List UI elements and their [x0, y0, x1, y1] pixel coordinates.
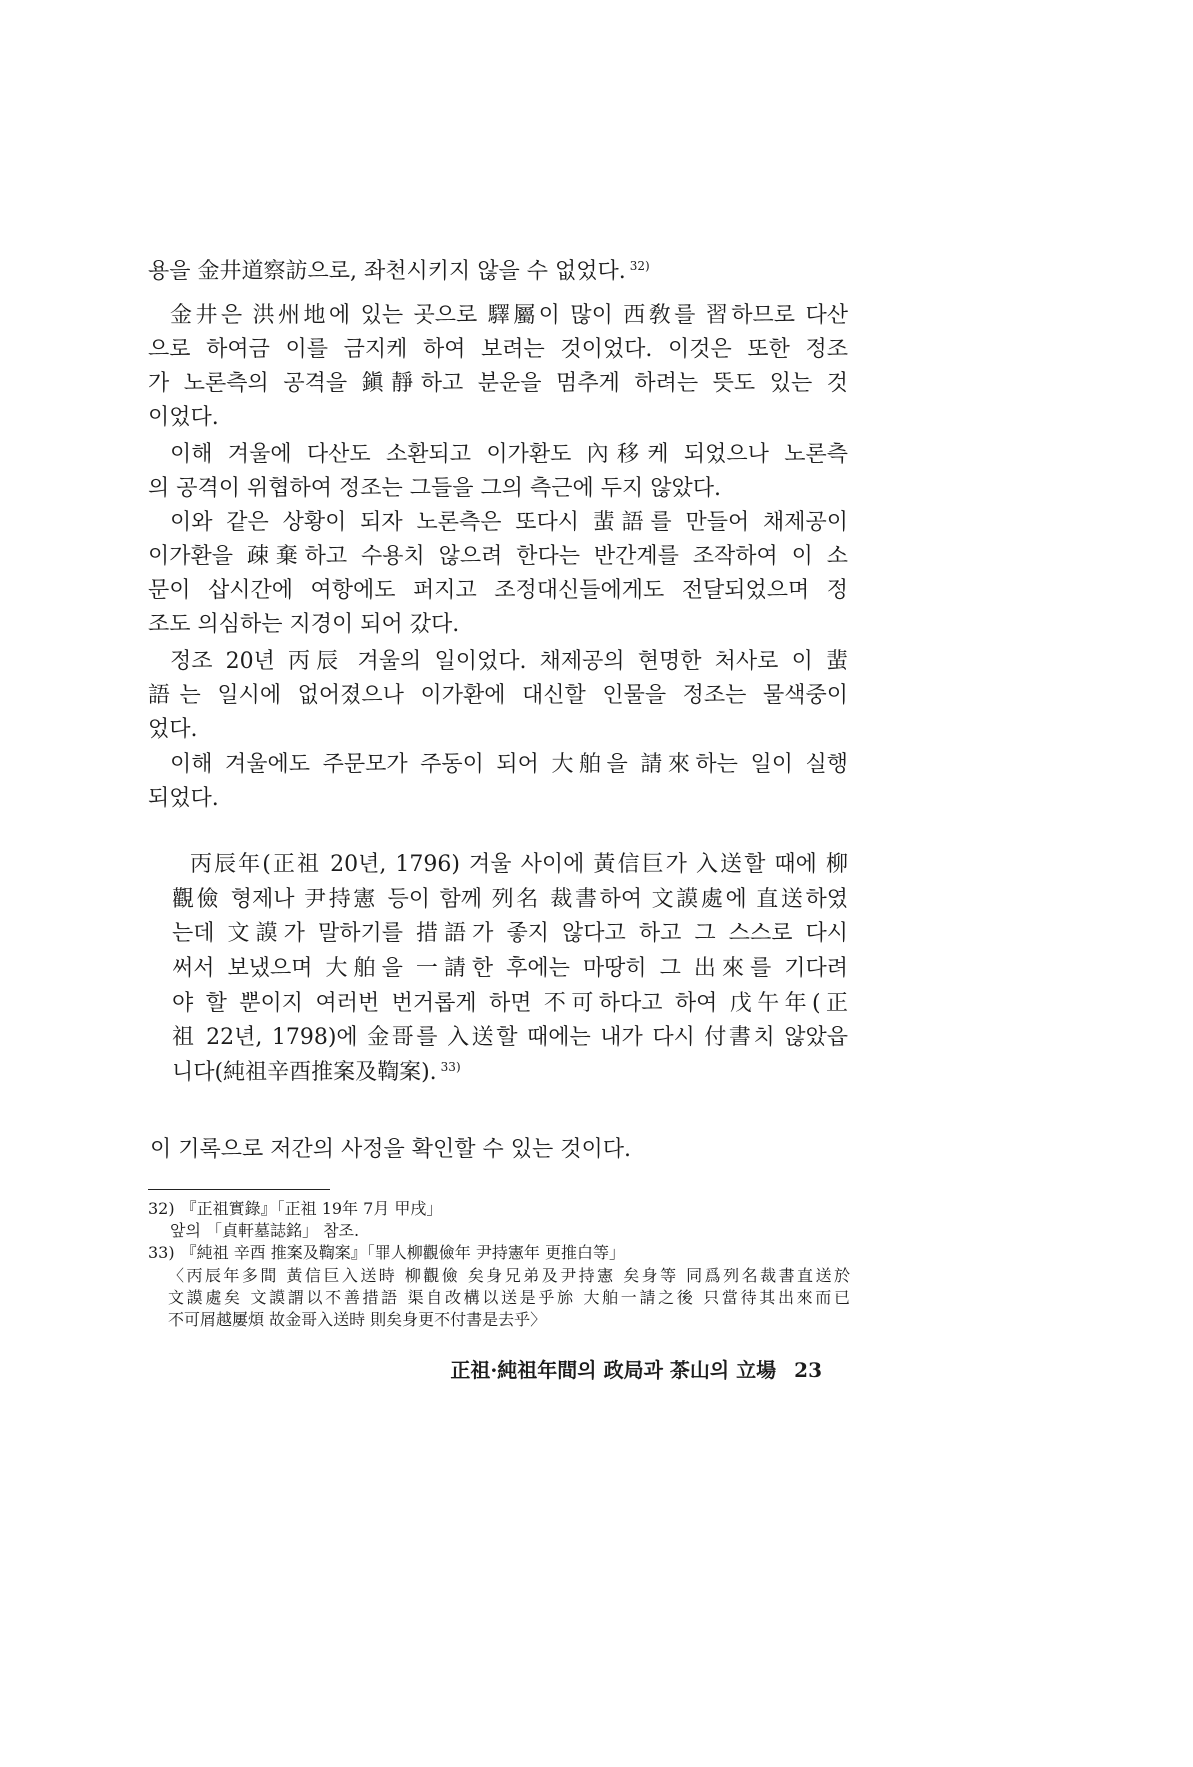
text-line	[148, 713, 848, 747]
text-line	[148, 782, 848, 816]
running-footer-title: 正祖·純祖年間의 政局과 茶山의 立場	[450, 1358, 777, 1382]
line-text: 조도 의심하는 지경이 되어 갔다.	[148, 612, 460, 637]
line-text: 의 공격이 위협하여 정조는 그들을 그의 측근에 두지 않았다.	[148, 476, 721, 501]
quote-line	[172, 1056, 848, 1091]
running-footer	[450, 1355, 822, 1385]
text-line	[148, 401, 848, 435]
quote-line	[172, 917, 848, 952]
text-line	[148, 472, 848, 506]
quote-line	[172, 1021, 848, 1056]
text-line	[148, 333, 848, 367]
text-line	[148, 645, 848, 679]
paragraph	[148, 299, 848, 435]
line-text: 문이 삽시간에 여항에도 퍼지고 조정대신들에게도 전달되었으며 정	[148, 578, 848, 603]
quote-line	[172, 987, 848, 1022]
line-text: 정조 20년 丙辰 겨울의 일이었다. 채제공의 현명한 처사로 이 蜚	[170, 649, 848, 674]
block-quote	[172, 848, 848, 1091]
line-text: 앞의 「貞軒墓誌銘」 참조.	[170, 1221, 360, 1241]
paragraph	[148, 506, 848, 642]
footnote-line	[148, 1242, 850, 1264]
text-line	[148, 679, 848, 713]
text-line	[148, 574, 848, 608]
line-text: 는데 文謨가 말하기를 措語가 좋지 않다고 하고 그 스스로 다시	[172, 921, 848, 947]
line-text: 이해 겨울에 다산도 소환되고 이가환도 內移케 되었으나 노론측	[170, 442, 848, 467]
text-line	[148, 608, 848, 642]
text-line	[148, 748, 848, 782]
line-text: 이해 겨울에도 주문모가 주동이 되어 大舶을 請來하는 일이 실행	[170, 752, 848, 777]
line-text: 야 할 뿐이지 여러번 번거롭게 하면 不可하다고 하여 戊午年(正	[172, 990, 848, 1016]
line-text: 이와 같은 상황이 되자 노론측은 또다시 蜚語를 만들어 채제공이	[170, 510, 848, 535]
line-text: 語는 일시에 없어졌으나 이가환에 대신할 인물을 정조는 물색중이	[148, 683, 848, 708]
footnote-ref: 32)	[629, 259, 650, 273]
line-text: 었다.	[148, 717, 198, 742]
line-text: 니다(純祖辛酉推案及鞫案).	[172, 1060, 437, 1086]
line-text: 이 기록으로 저간의 사정을 확인할 수 있는 것이다.	[150, 1137, 631, 1162]
text-line	[148, 438, 848, 472]
line-text: 文謨處矣 文謨謂以不善措語 渠自改構以送是乎旀 大舶一請之後 只當待其出來而已	[168, 1287, 850, 1307]
footnote-marker: 32)	[148, 1199, 175, 1218]
line-text: 〈丙辰年多間 黃信巨入送時 柳觀儉 矣身兄弟及尹持憲 矣身等 同爲列名裁書直送於	[168, 1265, 850, 1285]
footnote-ref: 33)	[440, 1060, 461, 1075]
line-text: 이었다.	[148, 405, 219, 430]
closing-paragraph	[150, 1133, 850, 1167]
line-text: 觀儉 형제나 尹持憲 등이 함께 列名 裁書하여 文謨處에 直送하였	[172, 886, 848, 912]
paragraph	[148, 748, 848, 816]
paragraph	[148, 645, 848, 747]
line-text: 가 노론측의 공격을 鎭靜하고 분운을 멈추게 하려는 뜻도 있는 것	[148, 371, 848, 396]
text-line	[148, 255, 848, 289]
text-line	[148, 299, 848, 333]
line-text: 으로 하여금 이를 금지케 하여 보려는 것이었다. 이것은 또한 정조	[148, 337, 848, 362]
quote-line	[172, 848, 848, 883]
quote-line	[172, 883, 848, 918]
footnote-line	[148, 1287, 850, 1309]
page-number: 23	[794, 1358, 822, 1382]
line-text: 되었다.	[148, 786, 219, 811]
line-text: 이가환을 疎棄하고 수용치 않으려 한다는 반간계를 조작하여 이 소	[148, 544, 848, 569]
text-line	[148, 540, 848, 574]
line-text: 『純祖 辛酉 推案及鞫案』「罪人柳觀儉年 尹持憲年 更推白等」	[180, 1243, 625, 1263]
footnote-line	[148, 1198, 850, 1220]
footnote-rule	[148, 1189, 330, 1190]
line-text: 『正祖實錄』「正祖 19年 7月 甲戌」	[180, 1199, 443, 1218]
line-text: 용을 金井道察訪으로, 좌천시키지 않을 수 없었다.	[148, 259, 626, 284]
line-text: 丙辰年(正祖 20년, 1796) 겨울 사이에 黃信巨가 入送할 때에 柳	[190, 852, 848, 877]
footnote-line	[148, 1265, 850, 1287]
line-text: 祖 22년, 1798)에 金哥를 入送할 때에는 내가 다시 付書치 않았읍	[172, 1025, 848, 1051]
line-text: 써서 보냈으며 大舶을 一請한 후에는 마땅히 그 出來를 기다려	[172, 956, 848, 982]
text-line	[150, 1133, 850, 1167]
line-text: 不可屑越屢煩 故金哥入送時 則矣身更不付書是去乎〉	[168, 1309, 547, 1329]
line-text: 金井은 洪州地에 있는 곳으로 驛屬이 많이 西敎를 習하므로 다산	[170, 303, 848, 328]
footnote-line	[148, 1220, 850, 1242]
footnote-marker: 33)	[148, 1243, 175, 1263]
paragraph	[148, 255, 848, 289]
quote-line	[172, 952, 848, 987]
footnotes	[148, 1198, 850, 1331]
paragraph	[148, 438, 848, 506]
text-line	[148, 506, 848, 540]
text-line	[148, 367, 848, 401]
footnote-line	[148, 1309, 850, 1331]
